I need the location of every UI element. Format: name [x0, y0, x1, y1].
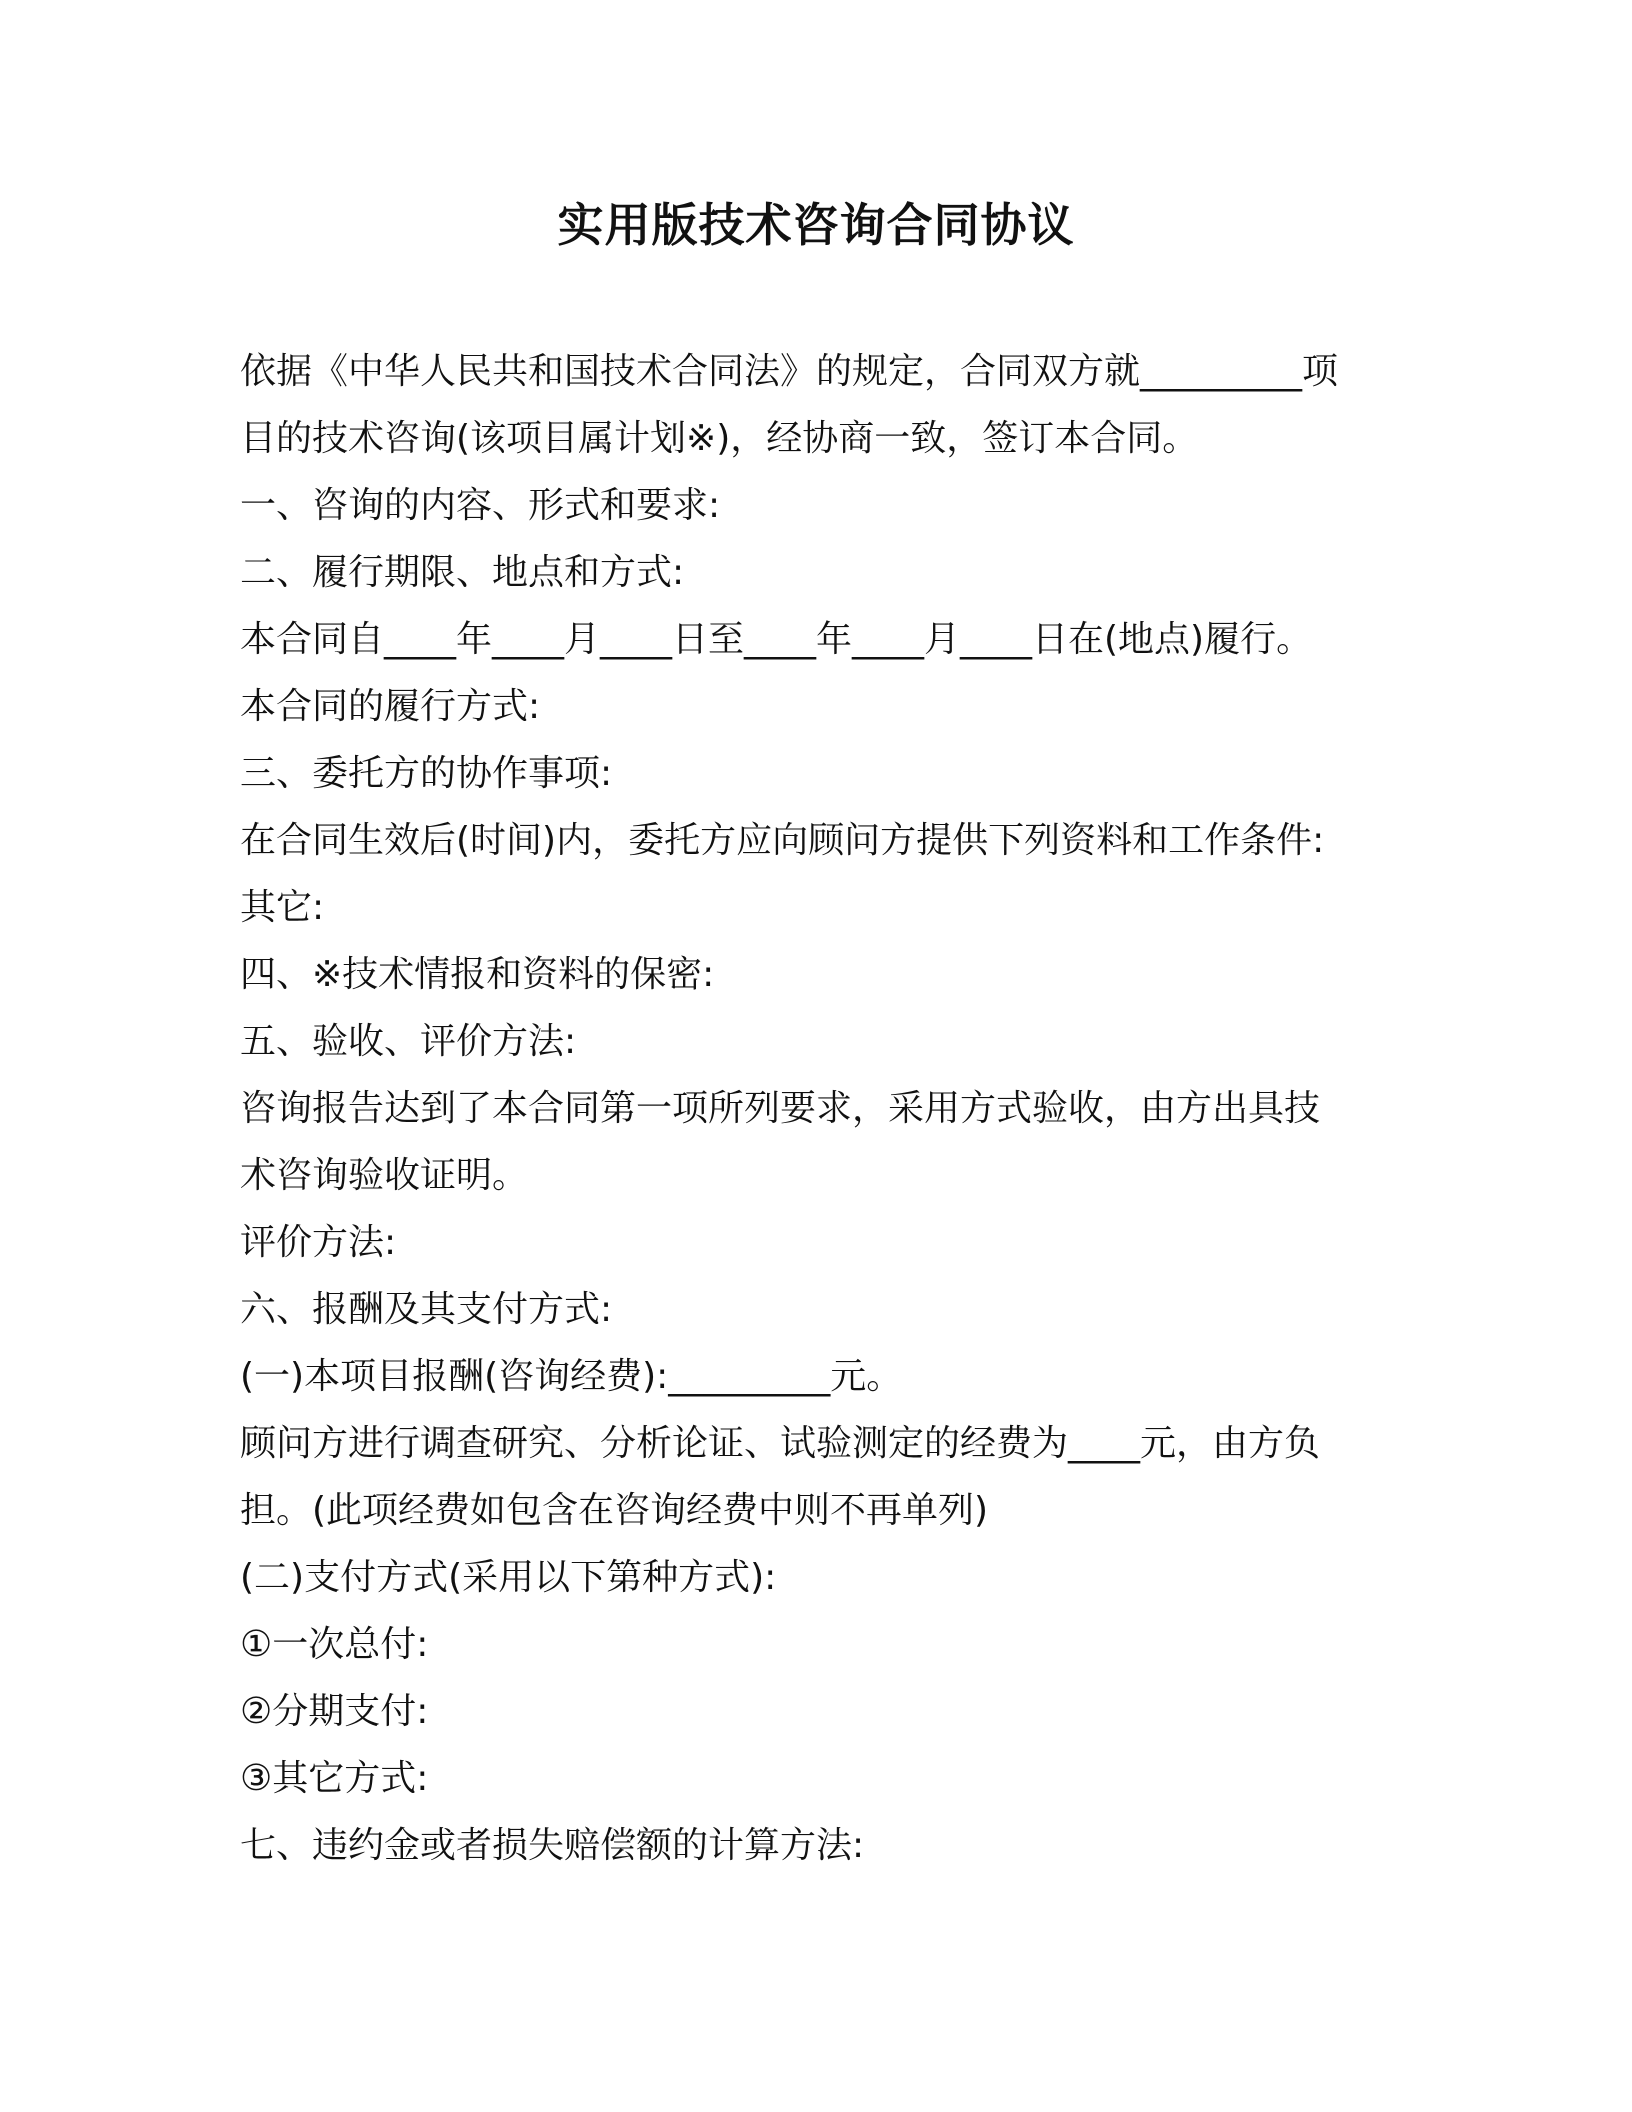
paragraph-line: 本合同自____年____月____日至____年____月____日在(地点)履行。 — [240, 619, 1313, 660]
paragraph-line: 术咨询验收证明。 — [240, 1155, 529, 1196]
paragraph-line: 目的技术咨询(该项目属计划※)，经协商一致，签订本合同。 — [240, 418, 1199, 459]
section-heading: 五、验收、评价方法: — [240, 1021, 577, 1062]
list-item: ①一次总付: — [240, 1624, 429, 1665]
paragraph-line: (二)支付方式(采用以下第种方式): — [240, 1557, 777, 1598]
section-heading: 一、咨询的内容、形式和要求: — [240, 485, 721, 526]
paragraph-line: 依据《中华人民共和国技术合同法》的规定，合同双方就_________项 — [240, 351, 1339, 392]
section-heading: 三、委托方的协作事项: — [240, 753, 613, 794]
list-item: ②分期支付: — [240, 1691, 429, 1732]
paragraph-line: 评价方法: — [240, 1222, 397, 1263]
paragraph-line: (一)本项目报酬(咨询经费):_________元。 — [240, 1356, 903, 1397]
section-heading: 七、违约金或者损失赔偿额的计算方法: — [240, 1825, 865, 1866]
document-body — [240, 338, 1390, 1879]
section-heading: 二、履行期限、地点和方式: — [240, 552, 685, 593]
section-heading: 六、报酬及其支付方式: — [240, 1289, 613, 1330]
paragraph-line: 顾问方进行调查研究、分析论证、试验测定的经费为____元，由方负 — [240, 1423, 1321, 1464]
document-title: 实用版技术咨询合同协议 — [557, 198, 1075, 252]
paragraph-line: 其它: — [240, 887, 325, 928]
paragraph-line: 在合同生效后(时间)内，委托方应向顾问方提供下列资料和工作条件: — [240, 820, 1325, 861]
paragraph-line: 本合同的履行方式: — [240, 686, 541, 727]
list-item: ③其它方式: — [240, 1758, 429, 1799]
paragraph-line: 担。(此项经费如包含在咨询经费中则不再单列) — [240, 1490, 989, 1531]
paragraph-line: 咨询报告达到了本合同第一项所列要求，采用方式验收，由方出具技 — [240, 1088, 1321, 1129]
section-heading: 四、※技术情报和资料的保密: — [240, 954, 715, 995]
